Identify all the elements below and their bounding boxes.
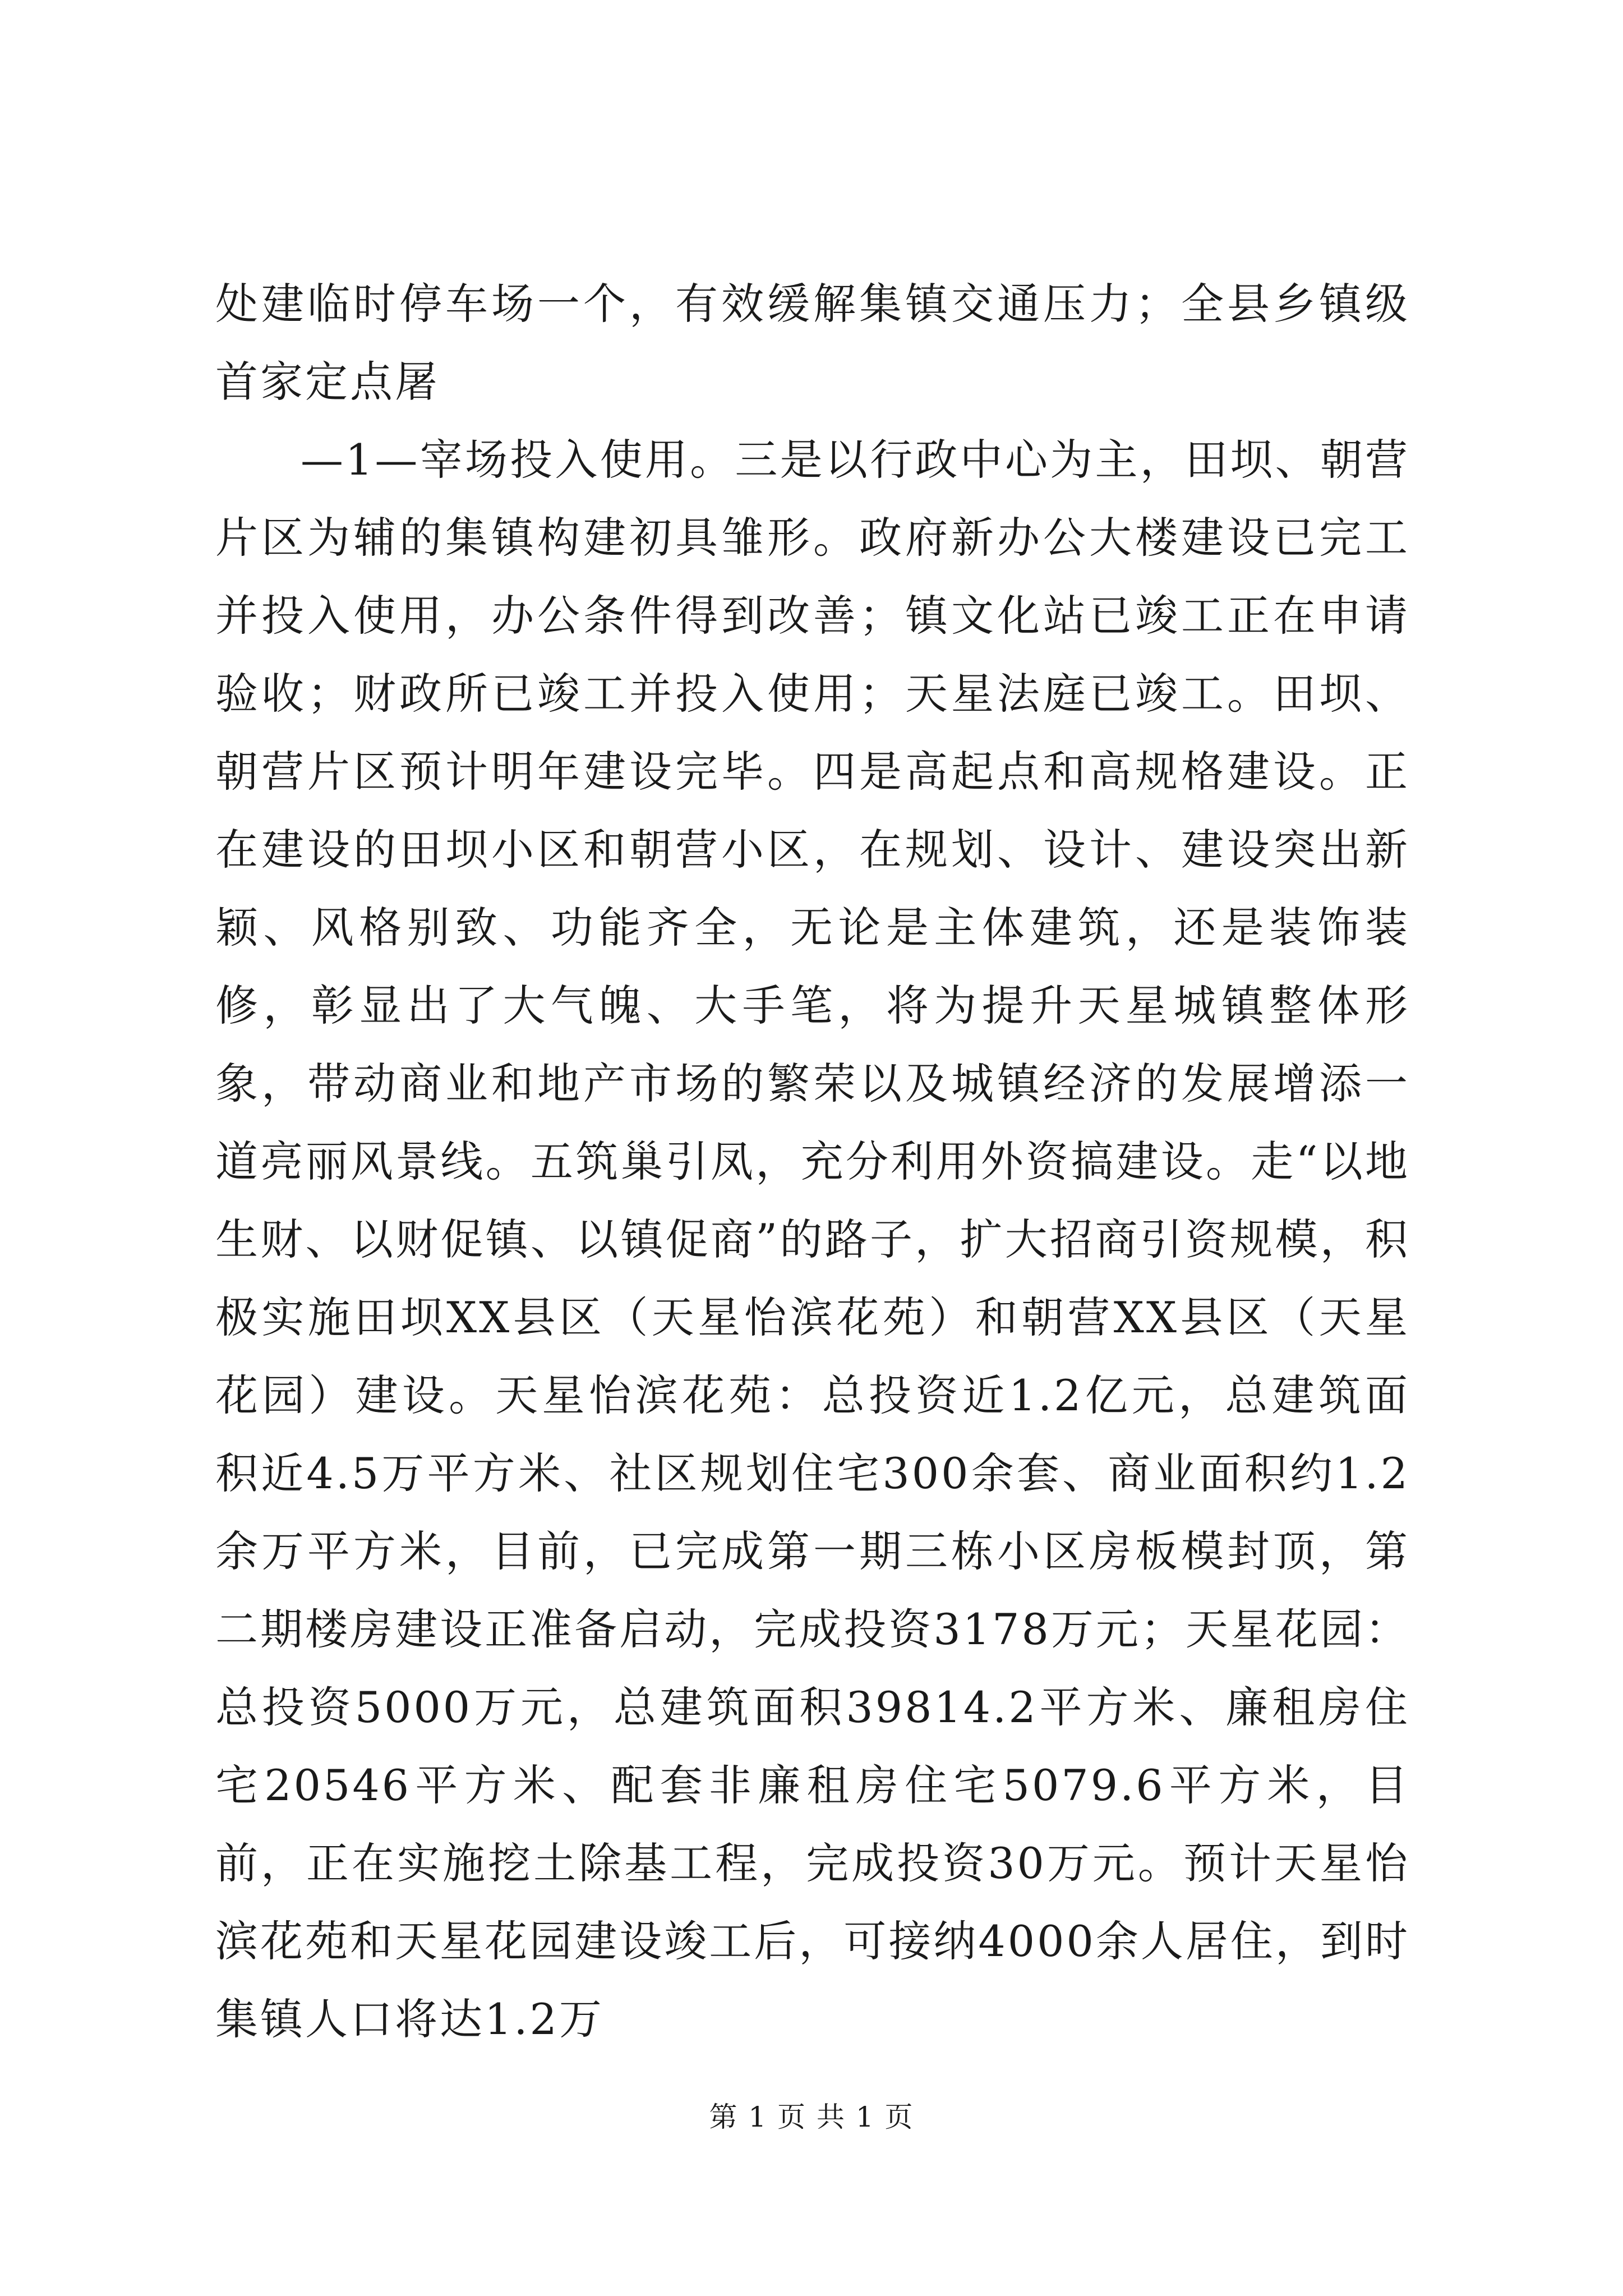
page-footer: 第 1 页 共 1 页 — [709, 2101, 914, 2133]
paragraph-main: —1—宰场投入使用。三是以行政中心为主，田坝、朝营片区为辅的集镇构建初具雏形。政府新办公大楼建设已完工并投入使用，办公条件得到改善；镇文化站已竣工正在申请验收；财政所已竣工并投入使用；天星法庭已竣工。田坝、朝营片区预计明年建设完毕。四是高起点和高规格建设。正在建设的田坝小区和朝营小区，在规划、设计、建设突出新颖、风格别致、功能齐全，无论是主体建筑，还是装饰装修，彰显出了大气魄、大手笔，将为提升天星城镇整体形象，带动商业和地产市场的繁荣以及城镇经济的发展增添一道亮丽风景线。五筑巢引凤，充分利用外资搞建设。走“以地生财、以财促镇、以镇促商”的路子，扩大招商引资规模，积极实施田坝XX县区（天星怡滨花苑）和朝营XX县区（天星花园）建设。天星怡滨花苑：总投资近1.2亿元，总建筑面积近4.5万平方米、社区规划住宅300余套、商业面积约1.2余万平方米，目前，已完成第一期三栋小区房板模封顶，第二期楼房建设正准备启动，完成投资3178万元；天星花园：总投资5000万元，总建筑面积39814.2平方米、廉租房住宅20546平方米、配套非廉租房住宅5079.6平方米，目前，正在实施挖土除基工程，完成投资30万元。预计天星怡滨花苑和天星花园建设竣工后，可接纳4000余人居住，到时集镇人口将达1.2万 — [215, 435, 1410, 2044]
document-body — [215, 265, 1410, 2058]
paragraph-continuation: 处建临时停车场一个，有效缓解集镇交通压力；全县乡镇级首家定点屠 — [215, 279, 1410, 407]
